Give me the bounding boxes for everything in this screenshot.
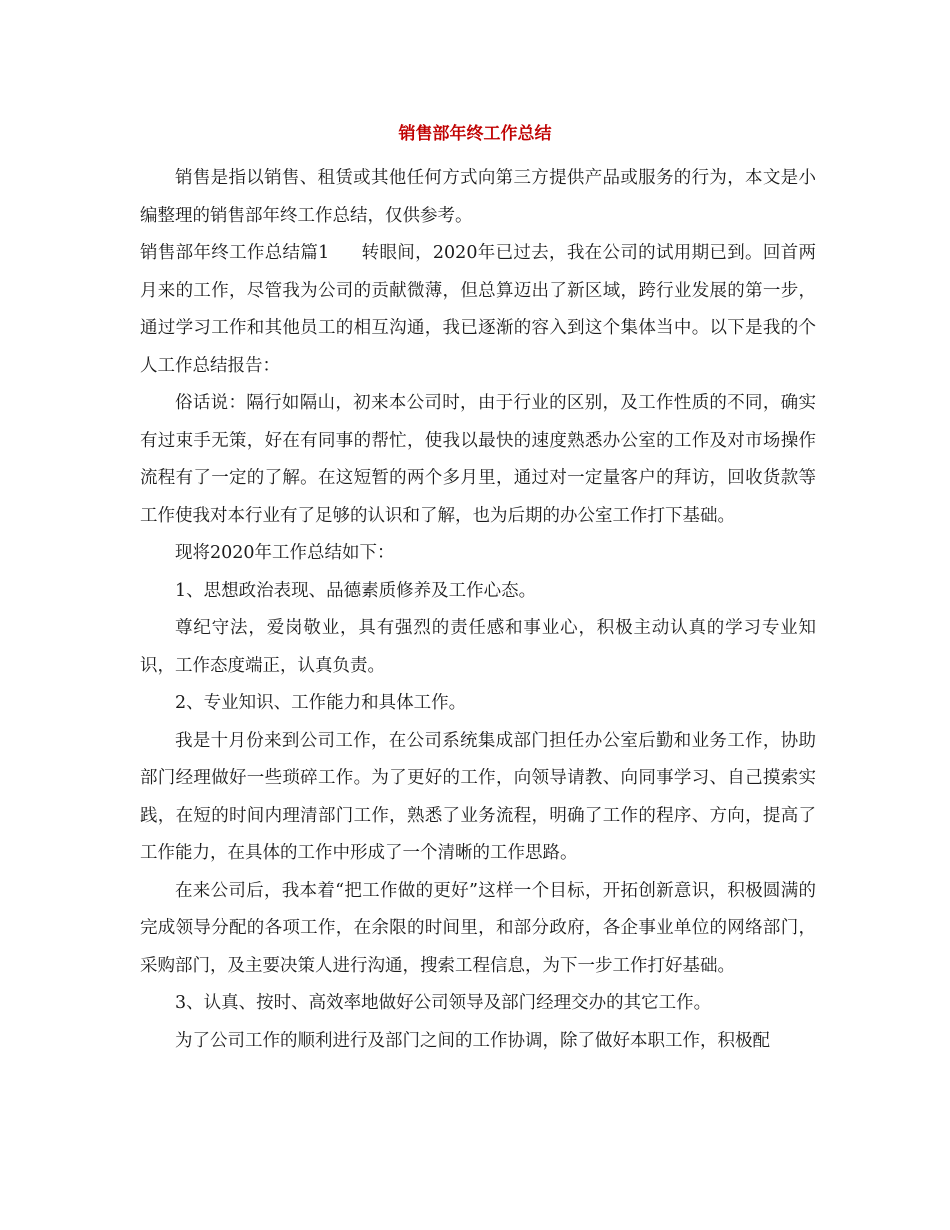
heading-item-2: 2、专业知识、工作能力和具体工作。 — [175, 693, 467, 713]
heading-item-3: 3、认真、按时、高效率地做好公司领导及部门经理交办的其它工作。 — [175, 993, 712, 1013]
paragraph-intro: 销售是指以销售、租赁或其他任何方式向第三方提供产品或服务的行为，本文是小编整理的销售部年终工作总结，仅供参考。 — [140, 168, 816, 226]
section-text: 转眼间，2020年已过去，我在公司的试用期已到。回首两月来的工作，尽管我为公司的贡献微薄，但总算迈出了新区域，跨行业发展的第一步，通过学习工作和其他员工的相互沟通，我已逐渐的容入到这个集体当中。以下是我的个人工作总结报告： — [140, 243, 816, 376]
document-title: 销售部年终工作总结 — [398, 124, 552, 144]
section-label: 销售部年终工作总结篇1 — [140, 243, 330, 263]
section-paragraph — [140, 235, 816, 385]
paragraph-item-2: 我是十月份来到公司工作，在公司系统集成部门担任办公室后勤和业务工作，协助部门经理做好一些琐碎工作。为了更好的工作，向领导请教、向同事学习、自己摸索实践，在短的时间内理清部门工作，熟悉了业务流程，明确了工作的程序、方向，提高了工作能力，在具体的工作中形成了一个清晰的工作思路。 — [140, 730, 816, 863]
document-body — [140, 160, 816, 1060]
paragraph-item-3: 为了公司工作的顺利进行及部门之间的工作协调，除了做好本职工作，积极配 — [175, 1030, 770, 1051]
paragraph-summary-intro: 现将2020年工作总结如下： — [175, 543, 395, 563]
heading-item-1: 1、思想政治表现、品德素质修养及工作心态。 — [175, 580, 537, 601]
paragraph-proverb: 俗话说：隔行如隔山，初来本公司时，由于行业的区别，及工作性质的不同，确实有过束手无策，好在有同事的帮忙，使我以最快的速度熟悉办公室的工作及对市场操作流程有了一定的了解。在这短暂的两个多月里，通过对一定量客户的拜访，回收货款等工作使我对本行业有了足够的认识和了解，也为后期的办公室工作打下基础。 — [140, 393, 816, 526]
paragraph-item-2b: 在来公司后，我本着“把工作做的更好”这样一个目标，开拓创新意识，积极圆满的完成领导分配的各项工作，在余限的时间里，和部分政府，各企事业单位的网络部门，采购部门，及主要决策人进行沟通，搜索工程信息，为下一步工作打好基础。 — [140, 880, 816, 976]
paragraph-item-1: 尊纪守法，爱岗敬业，具有强烈的责任感和事业心，积极主动认真的学习专业知识，工作态度端正，认真负责。 — [140, 618, 816, 676]
